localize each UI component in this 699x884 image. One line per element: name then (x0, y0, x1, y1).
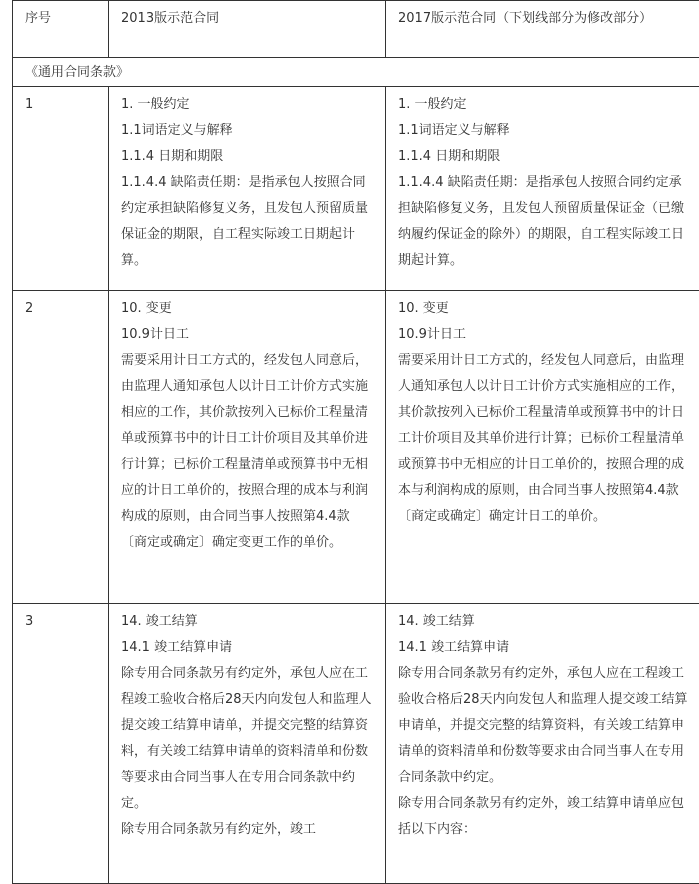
clause-line: 1.1.4 日期和期限 (398, 144, 688, 170)
contract-comparison-table (12, 0, 699, 884)
table-row (13, 604, 699, 884)
clause-line: 1.1.4 日期和期限 (121, 144, 373, 170)
cell-2017 (386, 291, 699, 604)
clause-line: 14.1 竣工结算申请 (398, 635, 688, 661)
clause-text: 除专用合同条款另有约定外，竣工结算申请单应包括以下内容： (398, 791, 688, 843)
clause-text: 需要采用计日工方式的，经发包人同意后，由监理人通知承包人以计日工计价方式实施相应的工作，其价款按列入已标价工程量清单或预算书中的计日工计价项目及其单价进行计算；已标价工程量清单或预算书中无相应的计日工单价的，按照合理的成本与利润构成的原则，由合同当事人按照第4.4款〔商定或确定〕确定计日工的单价。 (398, 348, 688, 530)
clause-line: 1. 一般约定 (121, 92, 373, 118)
clause-text: 需要采用计日工方式的，经发包人同意后，由监理人通知承包人以计日工计价方式实施相应的工作，其价款按列入已标价工程量清单或预算书中的计日工计价项目及其单价进行计算；已标价工程量清单或预算书中无相应的计日工单价的，按照合理的成本与利润构成的原则，由合同当事人按照第4.4款〔商定或确定〕确定变更工作的单价。 (121, 348, 373, 556)
cell-2013 (109, 291, 386, 604)
table-row (13, 291, 699, 604)
row-index: 3 (13, 604, 109, 884)
clause-text: 除专用合同条款另有约定外，竣工 (121, 817, 373, 843)
clause-text: 1.1.4.4 缺陷责任期：是指承包人按照合同约定承担缺陷修复义务，且发包人预留质量保证金的期限，自工程实际竣工日期起计算。 (121, 170, 373, 274)
section-row (13, 58, 699, 87)
clause-text: 除专用合同条款另有约定外，承包人应在工程竣工验收合格后28天内向发包人和监理人提交竣工结算申请单，并提交完整的结算资料，有关竣工结算申请单的资料清单和份数等要求由合同当事人在专用合同条款中约定。 (398, 661, 688, 791)
row-index: 1 (13, 87, 109, 291)
clause-line: 10.9计日工 (398, 322, 688, 348)
section-title: 《通用合同条款》 (13, 58, 699, 87)
cell-2017 (386, 604, 699, 884)
cell-2013 (109, 604, 386, 884)
clause-line: 14.1 竣工结算申请 (121, 635, 373, 661)
table-header-row (13, 1, 699, 58)
clause-line: 1.1词语定义与解释 (398, 118, 688, 144)
cell-2013 (109, 87, 386, 291)
clause-text: 1.1.4.4 缺陷责任期：是指承包人按照合同约定承担缺陷修复义务，且发包人预留质量保证金（已缴纳履约保证金的除外）的期限，自工程实际竣工日期起计算。 (398, 170, 688, 274)
clause-line: 1.1词语定义与解释 (121, 118, 373, 144)
row-index: 2 (13, 291, 109, 604)
cell-2017 (386, 87, 699, 291)
clause-line: 14. 竣工结算 (121, 609, 373, 635)
clause-line: 10. 变更 (121, 296, 373, 322)
clause-line: 1. 一般约定 (398, 92, 688, 118)
table-row (13, 87, 699, 291)
clause-line: 10.9计日工 (121, 322, 373, 348)
clause-line: 14. 竣工结算 (398, 609, 688, 635)
clause-text: 除专用合同条款另有约定外，承包人应在工程竣工验收合格后28天内向发包人和监理人提交竣工结算申请单，并提交完整的结算资料，有关竣工结算申请单的资料清单和份数等要求由合同当事人在专用合同条款中约定。 (121, 661, 373, 817)
header-2017: 2017版示范合同（下划线部分为修改部分） (386, 1, 699, 58)
header-index: 序号 (13, 1, 109, 58)
header-2013: 2013版示范合同 (109, 1, 386, 58)
clause-line: 10. 变更 (398, 296, 688, 322)
